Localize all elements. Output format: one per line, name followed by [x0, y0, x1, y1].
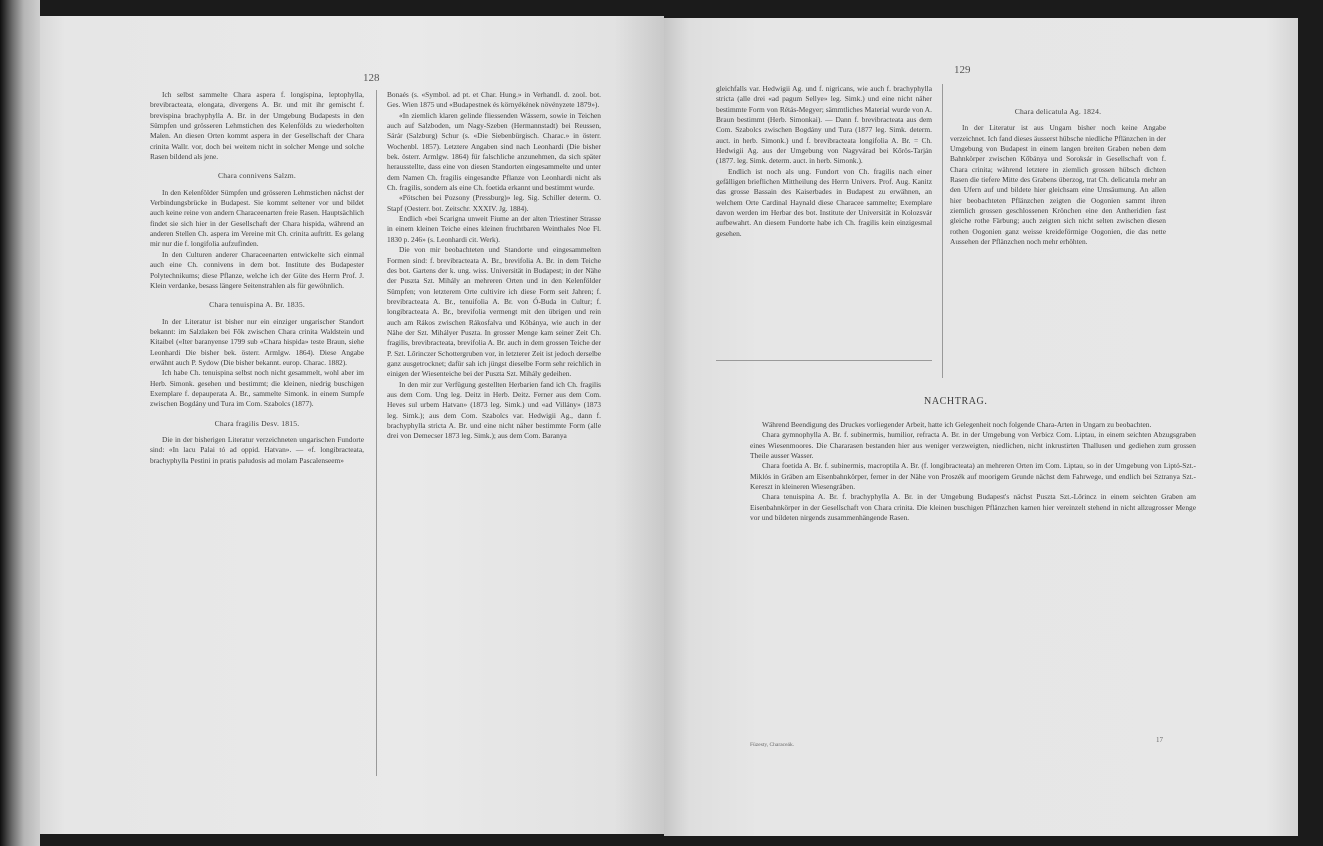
right-page	[664, 18, 1298, 836]
footer-sheet-number: 17	[1156, 736, 1163, 744]
section-heading: Chara delicatula Ag. 1824.	[1014, 107, 1102, 116]
right-page-number: 129	[954, 64, 971, 76]
paragraph: In den Culturen anderer Characeenarten entwickelte sich einmal auch eine Ch. connivens in dem bot. Institute des Budapester Polytechnikums; diese Pflanze, welche ich der Güte des Herrn Prof. J. Klein verdanke, besass längere Seitenstrahlen als für gewöhnlich.	[150, 249, 364, 290]
paragraph: Endlich «bei Scarigna unweit Fiume an der alten Triestiner Strasse in einem kleinen Teiche eines kleinen fruchtbaren Weinthales Noe Fl. 1830 p. 246» (s. Leonhardi cit. Werk).	[387, 214, 601, 244]
paragraph: In der Literatur ist aus Ungarn bisher noch keine Angabe verzeichnet. Ich fand dieses äusserst hübsche niedliche Pflänzchen in der Umgebung von Budapest in einem langen breiten Graben neben dem Bahnkörper zwischen Kőbánya und Soroksár in Gesellschaft von f. Chara crinita; während letztere in ziemlich grossen hübsch dichten Rasen die tiefere Mitte des Grabens überzog, trat Ch. delicatula mehr an den Ufern auf und bildete hier gleichsam eine Umsäumung. An allen hier beobachteten Pflänzchen zeigten die Oogonien sammt ihren ziemlich grossen geschlossenen Krönchen eine den Antheridien fast gleiche rothe Färbung; auch zeigten sich nicht selten zwischen diesen rothen Oogonien ganz weisse kreideförmige Oogonien, die das nette Aussehen der Pflänzchen noch mehr erhöhten.	[950, 123, 1166, 247]
paragraph: In den mir zur Verfügung gestellten Herbarien fand ich Ch. fragilis aus dem Com. Ung leg. Deitz in Herb. Deitz. Ferner aus dem Com. Heves sul urbem Hatvan» (1873 leg. Simk.) und «ad Villány» (1873 leg. Simk.); aus dem Com. Szabolcs var. Hedwigii Ag., dann f. brachyphylla stricta A. Br. und eine nicht näher bestimmte Form (alle drei von Demecser 1873 leg. Simk.); aus dem Com. Baranya	[387, 379, 601, 441]
left-page-column-1	[150, 90, 364, 466]
nachtrag-paragraph: Während Beendigung des Druckes vorliegender Arbeit, hatte ich Gelegenheit noch folgende Chara-Arten in Ungarn zu beobachten.	[762, 420, 1152, 429]
section-heading: Chara fragilis Desv. 1815.	[214, 418, 300, 428]
section-heading: Chara connivens Salzm.	[218, 171, 296, 181]
nachtrag-title: NACHTRAG.	[924, 396, 988, 407]
column-end-rule	[716, 360, 932, 361]
column-rule	[942, 84, 943, 378]
left-page-column-2	[387, 90, 601, 442]
nachtrag-paragraph: Chara foetida A. Br. f. subinermis, macroptila A. Br. (f. longibracteata) an mehreren Orten im Com. Liptau, so in der Umgebung von Liptó-Szt.-Miklós in Gräben am Eisenbahnkörper, ferner in der Nähe von Proszék auf moorigem Grunde nächst dem Fahrwege, und endlich bei Sztranya Szt.-Kereszt in kleineren Wiesengräben.	[750, 461, 1196, 492]
section-heading: Chara tenuispina A. Br. 1835.	[209, 300, 305, 310]
book-edge	[0, 0, 40, 846]
nachtrag-paragraph: Chara gymnophylla A. Br. f. subinermis, humilior, refracta A. Br. in der Umgebung von Verbicz Com. Liptau, in einem seichten Abzugsgraben eines Wiesenmoores. Die Chararasen bestanden hier aus weniger verzweigten, niedlichen, nicht inkrustirten Thallusen und gediehen zum grossen Theile ausser Wasser.	[750, 430, 1196, 461]
column-rule	[376, 90, 377, 776]
footer-signature: Füzesty, Characeák.	[750, 742, 795, 748]
paragraph: Endlich ist noch als ung. Fundort von Ch. fragilis nach einer gefälligen brieflichen Mittheilung des Herrn Univers. Prof. Aug. Kanitz das grosse Bassain des Kaiserbades in Budapest zu erwähnen, an welchem Orte Cardinal Haynald diese Characee sammelte; Exemplare davon werden im Herbar des bot. Institute der Universität in Kolozsvár aufbewahrt. An diesem Fundorte habe ich Ch. fragilis kein einzigesmal gesehen.	[716, 166, 932, 238]
right-page-column-2	[950, 98, 1166, 247]
paragraph: Ich selbst sammelte Chara aspera f. longispina, leptophylla, brevibracteata, elongata, divergens A. Br. und mit ihr gemischt f. brevispina brachyphylla A. Br. in der Umgebung Budapests in den Sümpfen und grösseren Lehmstichen des Kelenfölds zu wiederholten Malen. An diesen Orten kommt aspera in der Gesellschaft der Chara crinita Wallr. vor, doch bei weitem nicht in solcher Menge und solche Rasen bildend als jene.	[150, 90, 364, 162]
nachtrag-section	[750, 420, 1196, 523]
paragraph: Die in der bisherigen Literatur verzeichneten ungarischen Fundorte sind: «In lacu Palai tó ad oppid. Hatvan». — «f. longibracteata, brachyphylla Pestini in pratis paludosis ad molam Pascalenseem»	[150, 434, 364, 465]
paragraph: In der Literatur ist bisher nur ein einziger ungarischer Standort bekannt: im Salzlaken bei Fők zwischen Chara crinita Waldstein und Kitaibel («Iter baranyense 1799 sub «Chara hispida» teste Braun, siehe Leonhardi Die bisher bek. österr. Armlgw. 1864). Diese Angabe erwähnt auch P. Sydow (Die bisher bekannt. europ. Charac. 1882).	[150, 316, 364, 367]
paragraph: Die von mir beobachteten und Standorte und eingesammelten Formen sind: f. brevibracteata A. Br., brevifolia A. Br. in dem Teiche des bot. Gartens der k. ung. wiss. Universität in Budapest; in der Nähe der Puszta Szt. Mihály an mehreren Orten und in den Kelenfölder Sümpfen; von letzterem Orte cultivire ich diese Form seit Jahren; f. brevibracteata A. Br., tenuifolia A. Br. von Ó-Buda in Cultur; f. longibracteata A. Br., brevifolia vermengt mit den übrigen und rein auch am Rákos zwischen Rákosfalva und Kőbánya, wie auch in der Nähe der Szt. Mihályer Puszta. In grosser Menge kam seiner Zeit Ch. fragilis, brevibracteata, brevifolia A. Br. auch in dem grossen Teiche der P. Szt. Lőrinczer Schottergruben vor, in letzterer Zeit ist jedoch derselbe ganz ausgetrocknet; dafür sah ich jüngst dieselbe Form sehr reichlich in einigen der Wiesenteiche bei der Puszta Szt. Mihály gedeihen.	[387, 245, 601, 379]
left-page	[40, 16, 664, 834]
paragraph: In den Kelenfölder Sümpfen und grösseren Lehmstichen nächst der Verbindungsbrücke in Budapest. Sie kommt seltener vor und bildet auch keine reine von andern Characeenarten freie Rasen. Hauptsächlich findet sie sich hier in der Gesellschaft der Chara hispida, während an anderen Stellen Ch. aspera im Vereine mit Ch. crinita auftritt. Es gelang mir nur die f. longifolia aufzufinden.	[150, 187, 364, 249]
right-page-column-1	[716, 84, 932, 239]
paragraph: «Pötschen bei Pozsony (Pressburg)» leg. Sig. Schiller determ. O. Stapf (Oesterr. bot. Zeitschr. XXXIV. Jg. 1884).	[387, 193, 601, 213]
nachtrag-paragraph: Chara tenuispina A. Br. f. brachyphylla A. Br. in der Umgebung Budapest's nächst Puszta Szt.-Lőrincz in einem seichten Graben am Eisenbahnkörper in der Gesellschaft von Chara crinita. Die kleinen buschigen Pflänzchen kamen hier vereinzelt stehend in nicht allzugrosser Menge vor und bildeten nirgends zusammenhängende Rasen.	[750, 492, 1196, 523]
paragraph: «In ziemlich klaren gelinde fliessenden Wässern, sowie in Teichen auch auf Salzboden, um Nagy-Szeben (Hermannstadt) bei Reussen, Sárár (Salzburg) Schur (s. «Die Siebenbürgisch. Charac.» in österr. Wochenbl. 1857). Letztere Angaben sind nach Leonhardi (Die bisher bek. österr. Armlgw. 1864) für falschliche anzunehmen, da sich später herausstellte, dass eine von diesen Standorten eingesammelte und unter dem Namen Ch. fragilis eingesandte Pflanze von Leonhardi nicht als Ch. fragilis, sondern als eine Ch. foetida erkannt und bestimmt wurde.	[387, 110, 601, 193]
left-page-number: 128	[363, 72, 380, 84]
paragraph: Bonaés (s. «Symbol. ad pt. et Char. Hung.» in Verhandl. d. zool. bot. Ges. Wien 1875 und «Budapestnek és környékének növényzete 1879»).	[387, 90, 601, 110]
paragraph: Ich habe Ch. tenuispina selbst noch nicht gesammelt, wohl aber im Herb. Simonk. gesehen und bestimmt; die kleinen, niedrig buschigen Exemplare f. depauperata A. Br., sammelte Simonk. in einem Sumpfe zwischen Bogdány und Tura im Com. Szabolcs (1877).	[150, 368, 364, 409]
paragraph: gleichfalls var. Hedwigii Ag. und f. nigricans, wie auch f. brachyphylla stricta (alle drei «ad pagum Sellye» leg. Simk.) und eine nicht näher bestimmte Form von Rétás-Megyer; sämmtliches Material wurde von A. Braun bestimmt (Herb. Simonkai). — Dann f. brevibracteata aus dem Com. Szabolcs zwischen Bogdány und Tura (1877 leg. Simk. determ. auct. in herb. Simonk.) und f. brevibracteata longifolia A. Br. = Ch. Hedwigii Ag. aus der Umgebung von Nagyvárad bei Kőrös-Tarján (1877. leg. Simk. determ. auct. in herb. Simonk.).	[716, 84, 932, 166]
